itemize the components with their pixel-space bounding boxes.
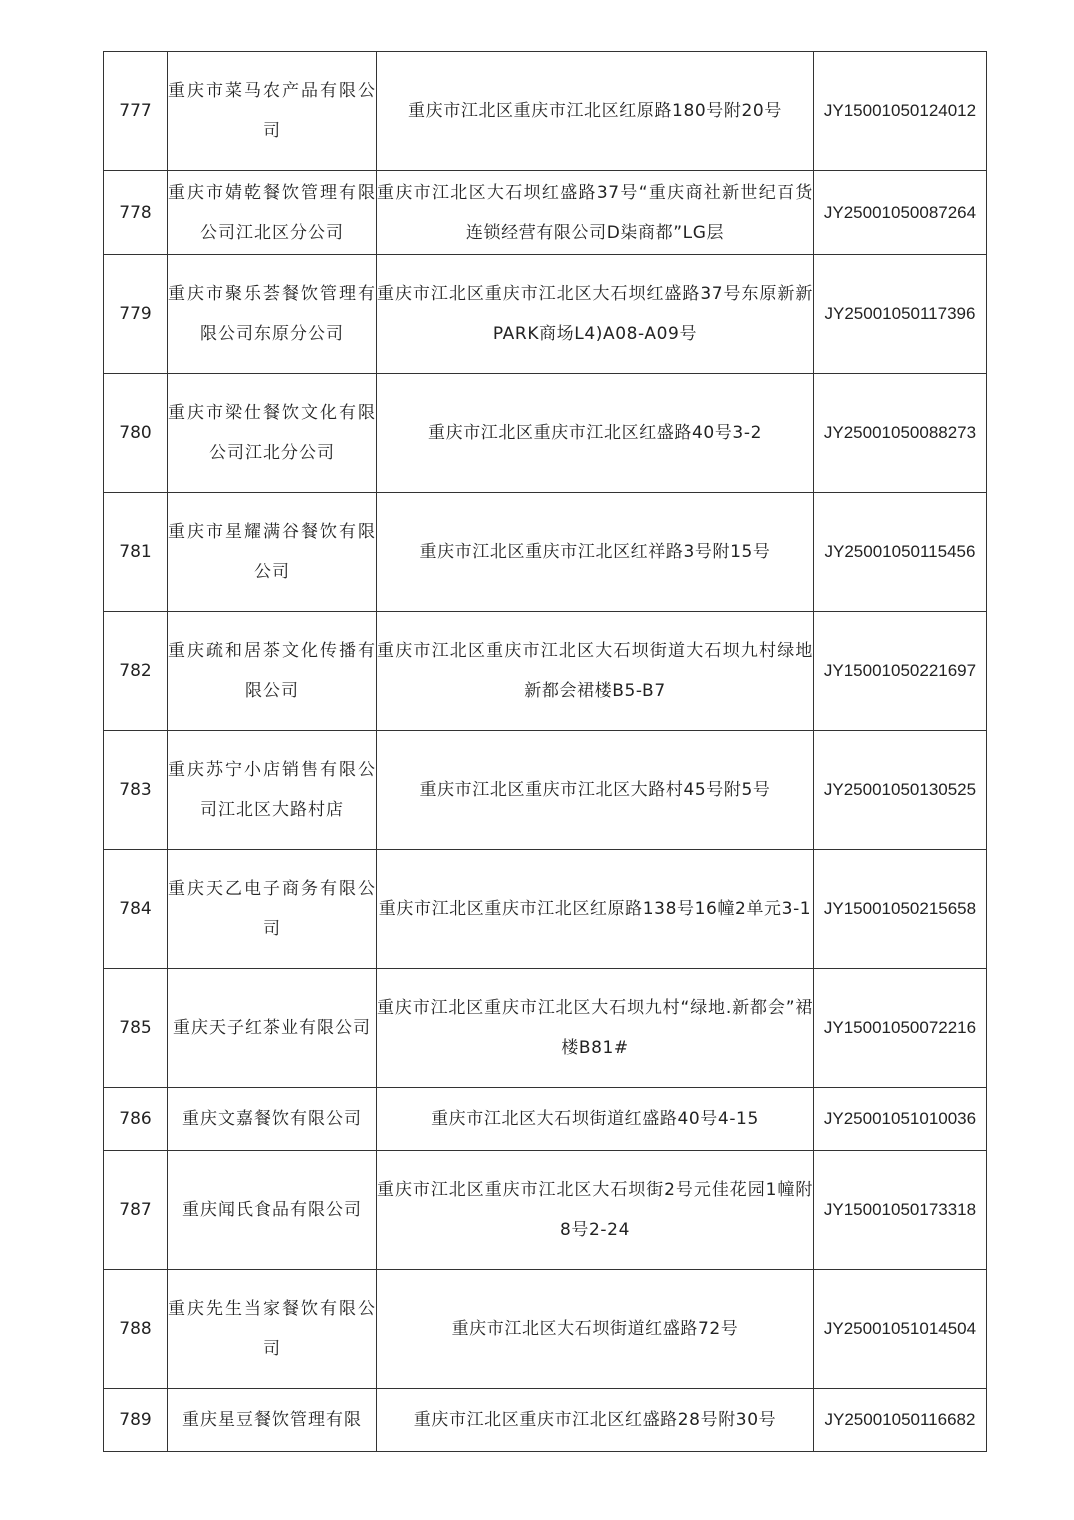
row-number: 777 [104,52,168,171]
company-name: 重庆市聚乐荟餐饮管理有限公司东原分公司 [168,255,377,374]
row-number: 779 [104,255,168,374]
table-row [104,1389,987,1452]
company-name: 重庆疏和居茶文化传播有限公司 [168,612,377,731]
row-number: 783 [104,731,168,850]
license-number: JY25001050130525 [814,731,987,850]
company-name: 重庆苏宁小店销售有限公司江北区大路村店 [168,731,377,850]
company-name: 重庆市梁仕餐饮文化有限公司江北分公司 [168,374,377,493]
business-address: 重庆市江北区重庆市江北区大石坝街2号元佳花园1幢附8号2-24 [377,1151,814,1270]
row-number: 780 [104,374,168,493]
business-address: 重庆市江北区重庆市江北区大石坝九村“绿地.新都会”裙楼B81# [377,969,814,1088]
license-number: JY25001051014504 [814,1270,987,1389]
business-address: 重庆市江北区重庆市江北区红祥路3号附15号 [377,493,814,612]
table-row [104,850,987,969]
row-number: 782 [104,612,168,731]
company-name: 重庆天子红茶业有限公司 [168,969,377,1088]
table-row [104,52,987,171]
business-address: 重庆市江北区大石坝街道红盛路40号4-15 [377,1088,814,1151]
company-name: 重庆闻氏食品有限公司 [168,1151,377,1270]
business-address: 重庆市江北区重庆市江北区红原路138号16幢2单元3-1 [377,850,814,969]
business-address: 重庆市江北区重庆市江北区红原路180号附20号 [377,52,814,171]
license-number: JY15001050215658 [814,850,987,969]
table-row [104,1151,987,1270]
company-name: 重庆星豆餐饮管理有限 [168,1389,377,1452]
table-row [104,374,987,493]
table-row [104,493,987,612]
company-name: 重庆市婧乾餐饮管理有限公司江北区分公司 [168,171,377,255]
license-table [103,51,987,1452]
license-number: JY15001050173318 [814,1151,987,1270]
license-number: JY15001050221697 [814,612,987,731]
license-number: JY25001050087264 [814,171,987,255]
business-address: 重庆市江北区大石坝街道红盛路72号 [377,1270,814,1389]
company-name: 重庆市星耀满谷餐饮有限公司 [168,493,377,612]
row-number: 784 [104,850,168,969]
table-row [104,1270,987,1389]
business-address: 重庆市江北区重庆市江北区红盛路28号附30号 [377,1389,814,1452]
table-row [104,1088,987,1151]
company-name: 重庆先生当家餐饮有限公司 [168,1270,377,1389]
license-number: JY15001050124012 [814,52,987,171]
row-number: 778 [104,171,168,255]
company-name: 重庆天乙电子商务有限公司 [168,850,377,969]
license-number: JY25001050116682 [814,1389,987,1452]
table-row [104,731,987,850]
license-number: JY15001050072216 [814,969,987,1088]
license-number: JY25001050115456 [814,493,987,612]
row-number: 789 [104,1389,168,1452]
company-name: 重庆文嘉餐饮有限公司 [168,1088,377,1151]
table-row [104,969,987,1088]
license-number: JY25001050088273 [814,374,987,493]
row-number: 788 [104,1270,168,1389]
business-address: 重庆市江北区重庆市江北区红盛路40号3-2 [377,374,814,493]
license-number: JY25001051010036 [814,1088,987,1151]
row-number: 785 [104,969,168,1088]
business-address: 重庆市江北区重庆市江北区大石坝红盛路37号东原新新PARK商场L4)A08-A09号 [377,255,814,374]
license-number: JY25001050117396 [814,255,987,374]
business-address: 重庆市江北区重庆市江北区大路村45号附5号 [377,731,814,850]
row-number: 786 [104,1088,168,1151]
table-row [104,171,987,255]
row-number: 781 [104,493,168,612]
company-name: 重庆市菜马农产品有限公司 [168,52,377,171]
business-address: 重庆市江北区大石坝红盛路37号“重庆商社新世纪百货连锁经营有限公司D柒商都”LG层 [377,171,814,255]
license-table-body [104,52,987,1452]
business-address: 重庆市江北区重庆市江北区大石坝街道大石坝九村绿地新都会裙楼B5-B7 [377,612,814,731]
row-number: 787 [104,1151,168,1270]
table-row [104,612,987,731]
table-row [104,255,987,374]
